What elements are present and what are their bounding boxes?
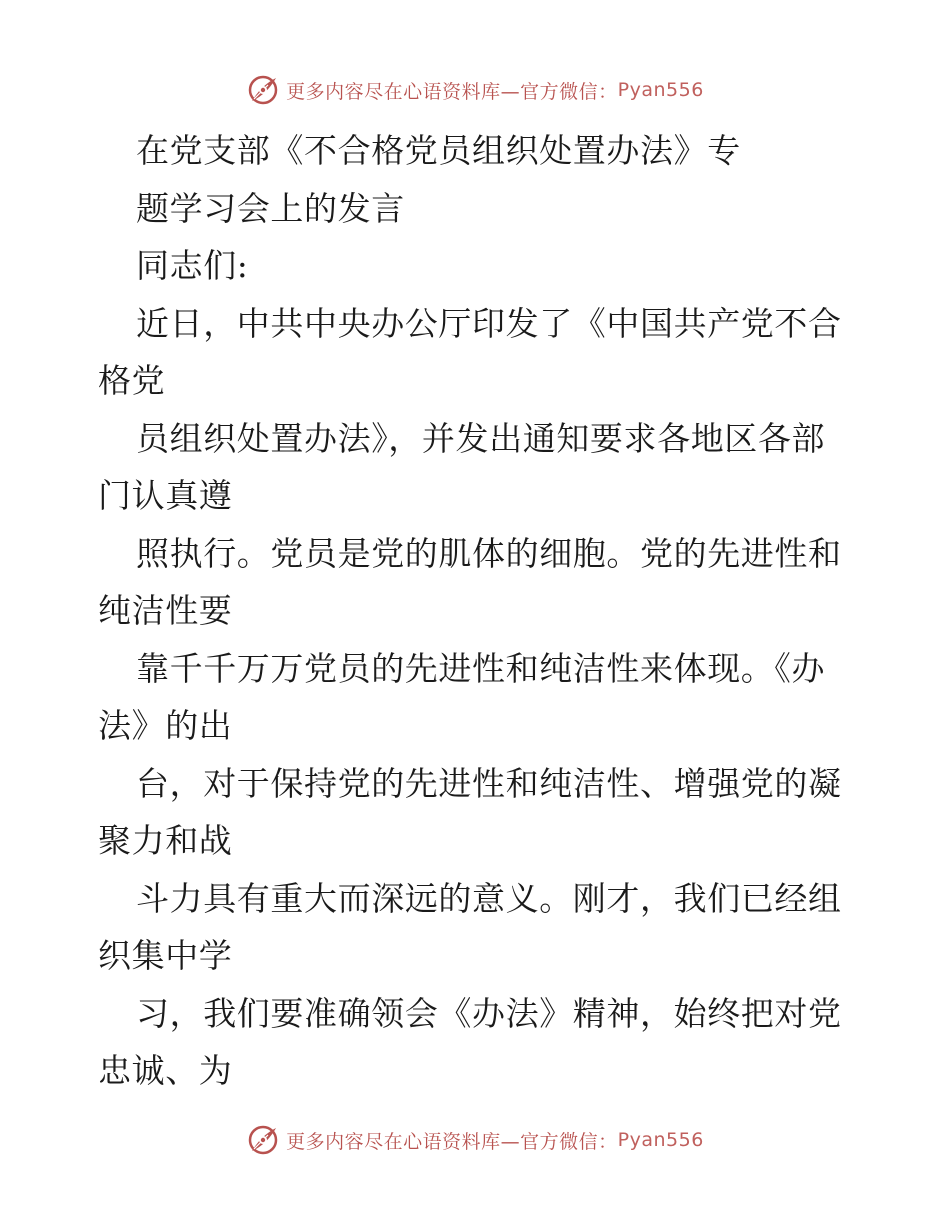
document-line: 题学习会上的发言 — [136, 188, 405, 228]
watermark-wechat-id: Pyan556 — [617, 1129, 704, 1151]
document-line: 格党 — [98, 361, 166, 400]
document-line: 照执行。党员是党的肌体的细胞。党的先进性和 — [136, 533, 842, 573]
watermark-wechat-id: Pyan556 — [617, 79, 704, 101]
document-line: 忠诚、为 — [98, 1051, 233, 1090]
document-line: 聚力和战 — [98, 821, 233, 860]
header-watermark — [0, 70, 950, 110]
watermark-text: 更多内容尽在心语资料库—官方微信： — [286, 1130, 618, 1153]
document-line: 门认真遵 — [98, 476, 233, 515]
document-body — [98, 122, 868, 1100]
document-line: 斗力具有重大而深远的意义。刚才，我们已经组 — [136, 878, 842, 918]
document-line: 在党支部《不合格党员组织处置办法》专 — [136, 131, 741, 170]
footer-watermark — [0, 1120, 950, 1160]
document-line: 靠千千万万党员的先进性和纯洁性来体现。《办 — [136, 648, 826, 688]
document-line: 员组织处置办法》，并发出通知要求各地区各部 — [136, 418, 826, 458]
watermark-text: 更多内容尽在心语资料库—官方微信： — [286, 80, 618, 103]
document-line: 织集中学 — [98, 936, 233, 975]
feather-pen-logo-icon — [246, 73, 280, 107]
feather-pen-logo-icon — [246, 1123, 280, 1157]
document-line: 台，对于保持党的先进性和纯洁性、增强党的凝 — [136, 763, 842, 803]
document-line: 近日，中共中央办公厅印发了《中国共产党不合 — [136, 303, 842, 343]
document-line: 同志们: — [136, 246, 249, 285]
document-line: 习，我们要准确领会《办法》精神，始终把对党 — [136, 993, 842, 1033]
document-line: 法》的出 — [98, 706, 233, 745]
document-line: 纯洁性要 — [98, 591, 233, 630]
